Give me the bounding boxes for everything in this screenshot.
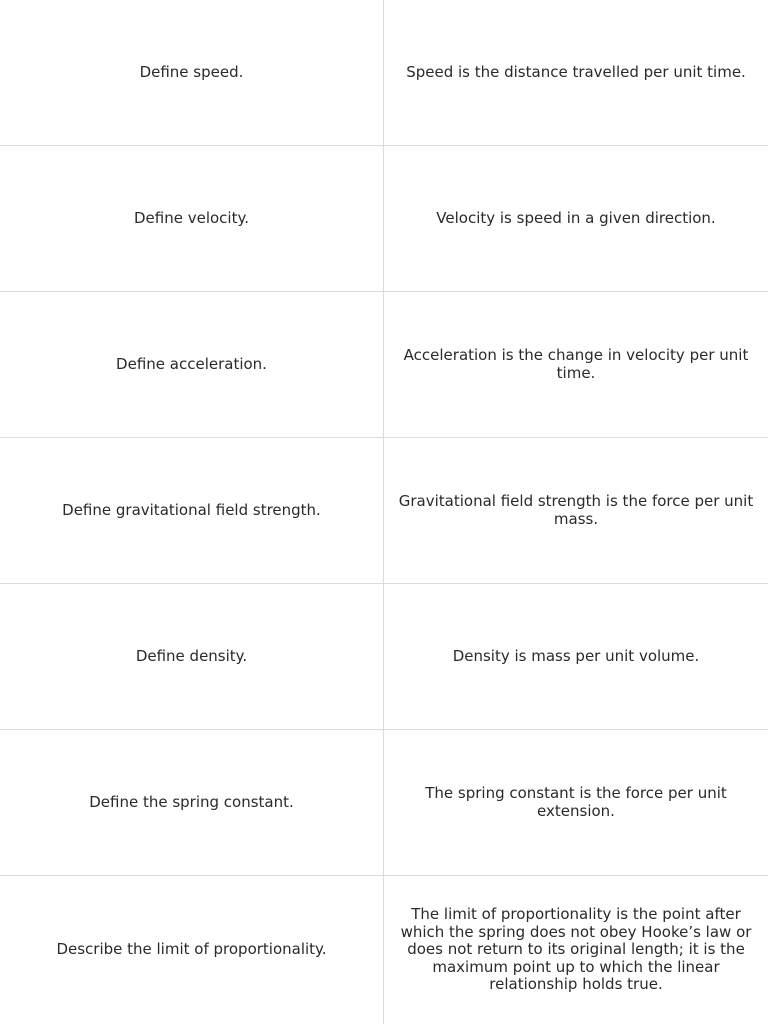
flashcard-term[interactable]: Define acceleration. — [0, 292, 384, 437]
flashcard-term[interactable]: Define density. — [0, 584, 384, 729]
flashcard-row — [0, 584, 768, 730]
flashcard-definition[interactable]: The spring constant is the force per unit extension. — [425, 784, 727, 820]
flashcard-row — [0, 292, 768, 438]
flashcard-row — [0, 146, 768, 292]
flashcard-definition[interactable]: Gravitational field strength is the force per unit mass. — [398, 492, 754, 528]
flashcard-definition[interactable]: The limit of proportionality is the point after which the spring does not obey Hooke’s law or does not return to its original length; it is the maximum point up to which the linear relationship holds true. — [400, 905, 752, 994]
flashcard-term[interactable]: Define speed. — [0, 0, 384, 145]
flashcard-definition[interactable]: Acceleration is the change in velocity per unit time. — [403, 346, 749, 382]
flashcard-definition[interactable]: Density is mass per unit volume. — [452, 646, 700, 665]
flashcard-term[interactable]: Define gravitational field strength. — [0, 438, 384, 583]
flashcard-definition[interactable]: Speed is the distance travelled per unit time. — [406, 62, 746, 81]
flashcard-definition[interactable]: Velocity is speed in a given direction. — [436, 208, 716, 227]
flashcard-term[interactable]: Define the spring constant. — [0, 730, 384, 875]
flashcard-term[interactable]: Describe the limit of proportionality. — [0, 876, 384, 1024]
flashcard-row — [0, 0, 768, 146]
flashcard-row — [0, 438, 768, 584]
flashcard-term[interactable]: Define velocity. — [0, 146, 384, 291]
flashcard-row — [0, 730, 768, 876]
flashcard-row — [0, 876, 768, 1024]
